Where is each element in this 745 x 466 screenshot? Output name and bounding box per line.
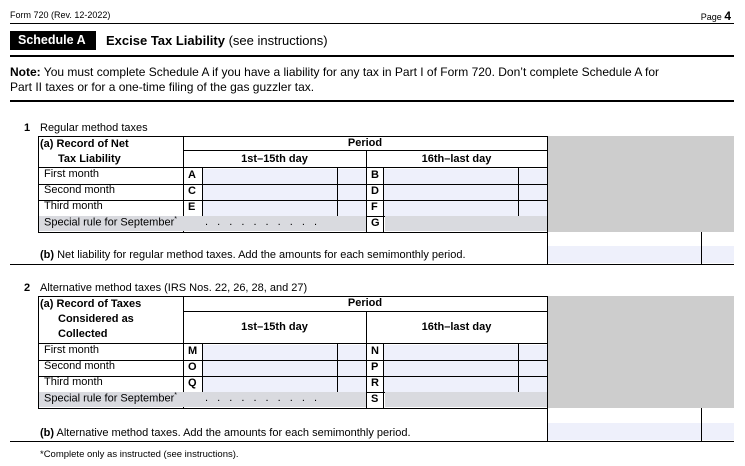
page-prefix: Page	[700, 12, 725, 22]
s2-b-prefix: (b)	[40, 427, 55, 439]
s2-row-right-cents-field[interactable]	[519, 377, 547, 392]
s2-special-sep	[366, 392, 367, 408]
s2-a-line1: Record of Taxes	[56, 298, 142, 310]
section1-number: 1	[24, 122, 31, 134]
s1-b-prefix: (b)	[40, 249, 55, 261]
s2-row-right-cents-field[interactable]	[519, 345, 547, 360]
s2-period-line	[183, 311, 547, 312]
s1-b-cents-field[interactable]	[702, 246, 734, 263]
s1-special-mark: *	[174, 216, 177, 223]
s2-row-label: Second month	[44, 360, 115, 372]
s1-special-text: Special rule for September	[44, 216, 175, 229]
s2-row-left-field[interactable]	[203, 361, 337, 376]
s1-header-bottom	[38, 167, 548, 168]
s2-row-label: First month	[44, 344, 100, 356]
s2-row-left-letter: Q	[188, 377, 197, 389]
s2-s-sep	[383, 392, 384, 408]
s1-b-field[interactable]	[548, 246, 701, 263]
s1-period-line	[183, 150, 547, 151]
s1-row-right-letter: D	[371, 185, 379, 197]
s2-field-s[interactable]	[385, 392, 547, 407]
s1-g-sep	[383, 216, 384, 232]
s2-b-line	[40, 427, 411, 439]
s2-b-field[interactable]	[548, 423, 701, 440]
note-line1: You must complete Schedule A if you have a liability for any tax in Part I of Form 720. Don’t complete Schedule A for	[43, 65, 660, 79]
form-id: Form 720 (Rev. 12-2022)	[10, 10, 111, 20]
s1-special-sep	[366, 216, 367, 232]
s1-row-right-cents-field[interactable]	[519, 185, 547, 200]
s2-row-right-letter: N	[371, 345, 379, 357]
s2-a-prefix: (a)	[40, 298, 54, 310]
note	[10, 65, 734, 95]
s2-bottom-rule	[10, 441, 734, 442]
s2-row-left-cents-field[interactable]	[338, 377, 366, 392]
note-label: Note:	[10, 65, 41, 79]
s2-col1-header: 1st–15th day	[241, 321, 308, 333]
page-number	[701, 9, 731, 23]
s1-a-line1: Record of Net	[56, 138, 129, 150]
s2-row-right-cents-field[interactable]	[519, 361, 547, 376]
s1-row-left-field[interactable]	[203, 201, 337, 216]
s2-special-text: Special rule for September	[44, 392, 175, 405]
s2-letter-s: S	[371, 393, 379, 405]
s2-b-text: Alternative method taxes. Add the amounts for each semimonthly period.	[56, 427, 411, 439]
s1-b-text: Net liability for regular method taxes. Add the amounts for each semimonthly period.	[57, 249, 466, 261]
s2-table-bottom	[38, 408, 548, 409]
s1-field-g[interactable]	[385, 216, 547, 231]
s2-row-left-field[interactable]	[203, 377, 337, 392]
s2-row-right-field[interactable]	[384, 377, 518, 392]
s1-row-left-cents-field[interactable]	[338, 201, 366, 216]
s2-row-right-field[interactable]	[384, 345, 518, 360]
s1-row-right-cents-field[interactable]	[519, 169, 547, 184]
s2-row-left-letter: M	[188, 345, 198, 357]
s2-header-bottom	[38, 343, 548, 344]
s2-col2-header: 16th–last day	[421, 321, 492, 333]
section1-gray-block	[548, 136, 734, 232]
s1-table-bottom	[38, 232, 548, 233]
s1-special-label	[44, 216, 177, 229]
s2-row-right-field[interactable]	[384, 361, 518, 376]
s1-letter-g: G	[371, 217, 380, 229]
s1-row-label: First month	[44, 168, 100, 180]
s1-row-left-letter: C	[188, 185, 196, 197]
schedule-title-suffix: (see instructions)	[224, 33, 328, 48]
schedule-title	[106, 33, 328, 48]
s1-row-label: Second month	[44, 184, 115, 196]
s1-row-right-letter: F	[371, 201, 378, 213]
s1-col2-header: 16th–last day	[421, 153, 492, 165]
s1-period-header: Period	[347, 137, 383, 149]
s1-row-right-letter: B	[371, 169, 379, 181]
s2-b-cents-field[interactable]	[702, 423, 734, 440]
section1-title: Regular method taxes	[40, 122, 148, 134]
s2-row-left-field[interactable]	[203, 345, 337, 360]
s2-period-header: Period	[347, 297, 383, 309]
footnote: *Complete only as instructed (see instructions).	[40, 449, 239, 460]
s2-special-label	[44, 392, 177, 405]
page-number-value: 4	[724, 9, 731, 23]
s1-row-left-field[interactable]	[203, 185, 337, 200]
s2-row-right-letter: P	[371, 361, 379, 373]
s1-row-left-cents-field[interactable]	[338, 185, 366, 200]
s2-special-mark: *	[174, 392, 177, 399]
s1-row-right-field[interactable]	[384, 201, 518, 216]
s1-special-dots: . . . . . . . . . .	[205, 216, 321, 228]
s1-row-right-field[interactable]	[384, 185, 518, 200]
s2-row-left-cents-field[interactable]	[338, 345, 366, 360]
section2-number: 2	[24, 282, 31, 294]
s1-row-label: Third month	[44, 200, 103, 212]
section2-title: Alternative method taxes (IRS Nos. 22, 26, 28, and 27)	[40, 282, 308, 294]
s1-a-label	[40, 138, 129, 150]
note-line2: Part II taxes or for a one-time filing of the gas guzzler tax.	[10, 80, 315, 94]
section2-gray-block	[548, 296, 734, 408]
s1-row-left-letter: A	[188, 169, 196, 181]
s1-a-prefix: (a)	[40, 138, 54, 150]
s2-row-left-letter: O	[188, 361, 197, 373]
s2-row-right-letter: R	[371, 377, 379, 389]
note-divider	[10, 100, 734, 102]
s2-a-line2: Considered as	[58, 313, 134, 325]
s1-row-left-cents-field[interactable]	[338, 169, 366, 184]
schedule-divider	[10, 55, 734, 57]
schedule-title-main: Excise Tax Liability	[106, 33, 225, 48]
s1-row-right-field[interactable]	[384, 169, 518, 184]
s2-row-label: Third month	[44, 376, 103, 388]
s2-a-line3: Collected	[58, 328, 108, 340]
s1-a-line2: Tax Liability	[58, 153, 121, 165]
s2-special-dots: . . . . . . . . . .	[205, 392, 321, 404]
s1-row-left-field[interactable]	[203, 169, 337, 184]
header-divider	[10, 23, 734, 24]
s1-row-left-letter: E	[188, 201, 196, 213]
s1-row-right-cents-field[interactable]	[519, 201, 547, 216]
s1-col1-header: 1st–15th day	[241, 153, 308, 165]
s2-row-left-cents-field[interactable]	[338, 361, 366, 376]
s1-b-line	[40, 249, 466, 261]
schedule-badge: Schedule A	[10, 31, 96, 50]
s1-bottom-rule	[10, 264, 734, 265]
s2-a-label	[40, 298, 141, 310]
